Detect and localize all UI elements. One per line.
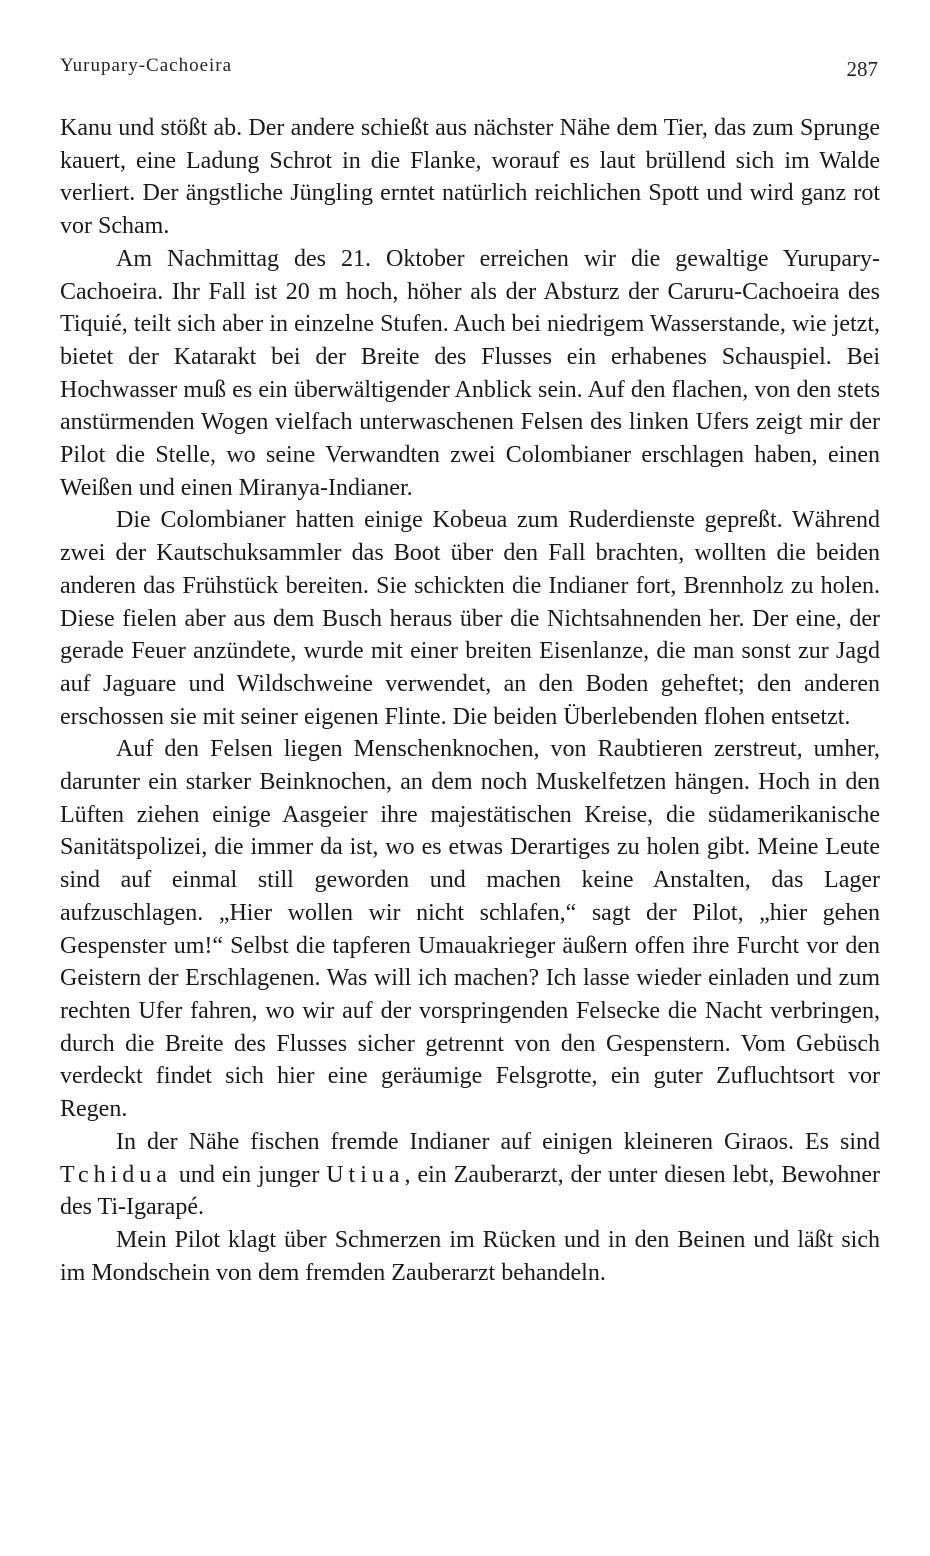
text-segment: In der Nähe fischen fremde Indianer auf einigen kleineren Giraos. Es sind bbox=[116, 1128, 880, 1155]
paragraph-pilot: Mein Pilot klagt über Schmerzen im Rücken und in den Beinen und läßt sich im Mondschein von dem fremden Zauberarzt behandeln. bbox=[60, 1226, 880, 1286]
page-header bbox=[60, 55, 878, 85]
text-segment: und ein junger bbox=[178, 1161, 320, 1188]
paragraph-bones: Auf den Felsen liegen Menschenknochen, von Raubtieren zerstreut, umher, darunter ein starker Beinknochen, an dem noch Muskelfetzen hängen. Hoch in den Lüften ziehen einige Aasgeier ihre majestätischen Kreise, die südamerikanische Sanitätspolizei, die immer da ist, wo es etwas Derartiges zu holen gibt. Meine Leute sind auf einmal still geworden und machen keine Anstalten, das Lager aufzuschlagen. „Hier wollen wir nicht schlafen,“ sagt der Pilot, „hier gehen Gespenster um!“ Selbst die tapferen Umauakrieger äußern offen ihre Furcht vor den Geistern der Erschlagenen. Was will ich machen? Ich lasse wieder einladen und zum rechten Ufer fahren, wo wir auf der vorspringenden Felsecke die Nacht verbringen, durch die Breite des Flusses sicher getrennt von den Gespenstern. Vom Gebüsch verdeckt findet sich hier eine geräumige Felsgrotte, ein guter Zufluchtsort vor Regen. bbox=[60, 736, 880, 1123]
name-utiua: Utiua bbox=[326, 1161, 405, 1188]
body-text bbox=[60, 112, 880, 1289]
paragraph-waterfall: Am Nachmittag des 21. Oktober erreichen wir die gewaltige Yurupary-Cachoeira. Ihr Fall ist 20 m hoch, höher als der Absturz der Caruru-Cachoeira des Tiquié, teilt sich aber in einzelne Stufen. Auch bei niedrigem Wasserstande, wie jetzt, bietet der Katarakt bei der Breite des Flusses ein erhabenes Schauspiel. Bei Hochwasser muß es ein überwältigender Anblick sein. Auf den flachen, von den stets anstürmenden Wogen vielfach unterwaschenen Felsen des linken Ufers zeigt mir der Pilot die Stelle, wo seine Verwandten zwei Colombianer erschlagen haben, einen Weißen und einen Miranya-Indianer. bbox=[60, 245, 880, 501]
running-head: Yurupary-Cachoeira bbox=[60, 55, 233, 76]
paragraph-colombianer: Die Colombianer hatten einige Kobeua zum Ruderdienste gepreßt. Während zwei der Kautschuksammler das Boot über den Fall brachten, wollten die beiden anderen das Frühstück bereiten. Sie schickten die Indianer fort, Brennholz zu holen. Diese fielen aber aus dem Busch heraus über die Nichtsahnenden her. Der eine, der gerade Feuer anzündete, wurde mit einer breiten Eisenlanze, die man sonst zur Jagd auf Jaguare und Wildschweine verwendet, an den Boden geheftet; den anderen erschossen sie mit seiner eigenen Flinte. Die beiden Überlebenden flohen entsetzt. bbox=[60, 507, 880, 730]
paragraph-fishers bbox=[60, 1126, 880, 1224]
text-segment: , ein Zauberarzt, der unter diesen lebt, Bewohner des Ti-Igarapé. bbox=[60, 1161, 880, 1221]
page-number: 287 bbox=[846, 57, 878, 81]
name-tchidua: Tchidua bbox=[60, 1161, 172, 1188]
paragraph-continued: Kanu und stößt ab. Der andere schießt aus nächster Nähe dem Tier, das zum Sprunge kauert, eine Ladung Schrot in die Flanke, worauf es laut brüllend sich im Walde verliert. Der ängstliche Jüngling erntet natürlich reichlichen Spott und wird ganz rot vor Scham. bbox=[60, 115, 880, 240]
